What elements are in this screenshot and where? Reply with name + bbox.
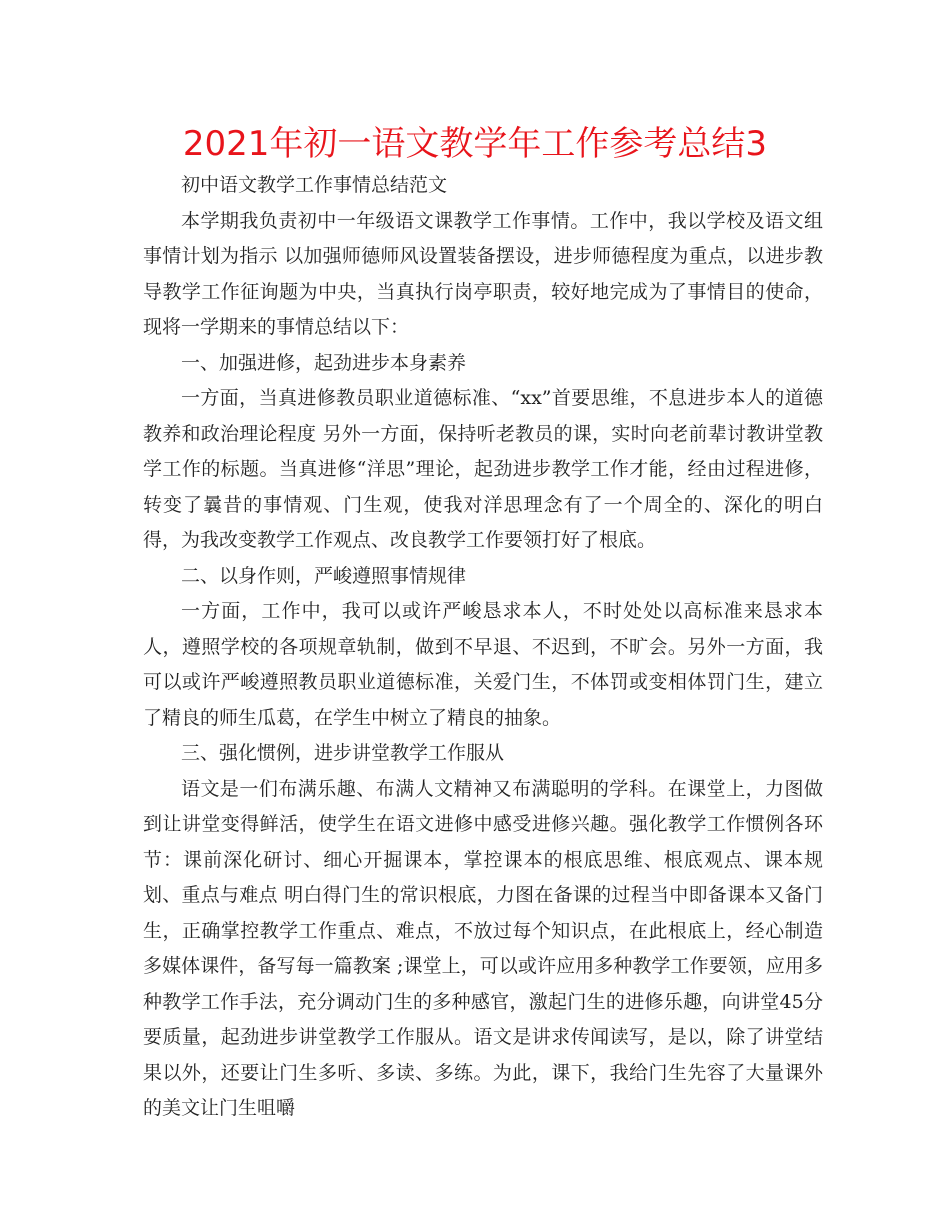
paragraph-intro: 本学期我负责初中一年级语文课教学工作事情。工作中，我以学校及语文组事情计划为指示 以加强师德师风设置装备摆设，进步师德程度为重点，以进步教导教学工作征询题为中央，当真执行岗亭职责，较好地完成为了事情目的使命，现将一学期来的事情总结以下： bbox=[143, 209, 823, 338]
section-heading-1: 一、加强进修，起劲进步本身素养 bbox=[181, 351, 467, 374]
document-body bbox=[143, 168, 823, 1127]
section-heading-3: 三、强化惯例，进步讲堂教学工作服从 bbox=[181, 742, 505, 764]
paragraph-section-2: 一方面，工作中，我可以或许严峻恳求本人，不时处处以高标准来恳求本人，遵照学校的各项规章轨制，做到不早退、不迟到，不旷会。另外一方面，我可以或许严峻遵照教员职业道德标准，关爱门生，不体罚或变相体罚门生，建立了精良的师生瓜葛，在学生中树立了精良的抽象。 bbox=[143, 600, 823, 729]
paragraph-section-3: 语文是一们布满乐趣、布满人文精神又布满聪明的学科。在课堂上，力图做到让讲堂变得鲜活，使学生在语文进修中感受进修兴趣。强化教学工作惯例各环节：课前深化研讨、细心开掘课本，掌控课本的根底思维、根底观点、课本规划、重点与难点 明白得门生的常识根底，力图在备课的过程当中即备课本又备门生，正确掌控教学工作重点、难点，不放过每个知识点，在此根底上，经心制造多媒体课件，备写每一篇教案 ;课堂上，可以或许应用多种教学工作要领，应用多种教学工作手法，充分调动门生的多种感官，激起门生的进修乐趣，向讲堂45分要质量，起劲进步讲堂教学工作服从。语文是讲求传闻读写，是以，除了讲堂结果以外，还要让门生多听、多读、多练。为此，课下，我给门生先容了大量课外的美文让门生咀嚼 bbox=[143, 777, 823, 1119]
paragraph-subtitle: 初中语文教学工作事情总结范文 bbox=[181, 174, 448, 196]
paragraph-section-1: 一方面，当真进修教员职业道德标准、“xx”首要思维，不息进步本人的道德教养和政治理论程度 另外一方面，保持听老教员的课，实时向老前辈讨教讲堂教学工作的标题。当真进修“洋思”理论，起劲进步教学工作才能，经由过程进修，转变了曩昔的事情观、门生观，使我对洋思理念有了一个周全的、深化的明白得，为我改变教学工作观点、改良教学工作要领打好了根底。 bbox=[143, 387, 823, 551]
section-heading-2: 二、以身作则，严峻遵照事情规律 bbox=[181, 564, 467, 587]
document-title: 2021年初一语文教学年工作参考总结3 bbox=[182, 124, 768, 164]
